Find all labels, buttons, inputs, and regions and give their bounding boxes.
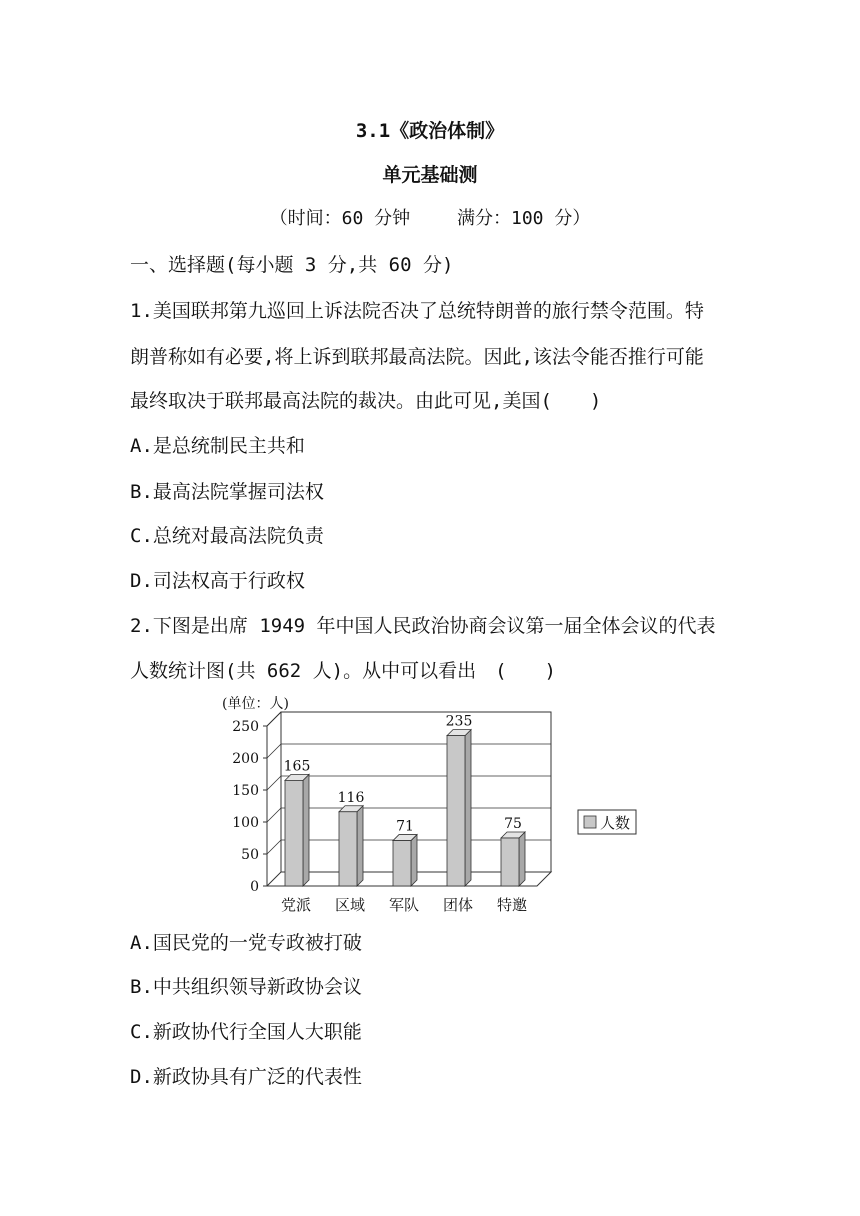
delegate-bar-chart (222, 688, 642, 916)
q1-stem-line-2: 朗普称如有必要,将上诉到联邦最高法院。因此,该法令能否推行可能 (130, 346, 704, 368)
x-tick-label: 团体 (442, 896, 474, 914)
y-tick-label: 200 (232, 751, 259, 767)
bar-side (357, 806, 363, 886)
x-tick-label: 军队 (388, 896, 420, 914)
bar-side (519, 832, 525, 886)
q1-option-d: D.司法权高于行政权 (130, 570, 305, 592)
gridline-slant (267, 840, 281, 854)
bar-value-label: 71 (396, 818, 414, 835)
legend-swatch (584, 816, 596, 828)
y-tick-label: 150 (232, 783, 259, 799)
x-tick-label: 党派 (280, 896, 312, 914)
bar (339, 812, 357, 886)
document-subtitle: 单元基础测 (382, 164, 478, 186)
q2-option-a: A.国民党的一党专政被打破 (130, 932, 362, 954)
unit-label: (单位：人) (222, 696, 289, 712)
q2-stem-line-1: 2.下图是出席 1949 年中国人民政治协商会议第一届全体会议的代表 (130, 615, 716, 637)
q2-stem-line-2: 人数统计图(共 662 人)。从中可以看出 ( ) (130, 660, 556, 682)
bar-side (411, 835, 417, 886)
chart-svg (222, 688, 642, 916)
document-title: 3.1《政治体制》 (355, 120, 505, 142)
bar-side (303, 774, 309, 886)
q1-option-a: A.是总统制民主共和 (130, 435, 305, 457)
y-tick-label: 100 (232, 815, 259, 831)
gridline-slant (267, 712, 281, 726)
q1-option-c: C.总统对最高法院负责 (130, 525, 324, 547)
gridline-slant (267, 744, 281, 758)
y-tick-label: 0 (250, 879, 259, 895)
bar-value-label: 235 (445, 713, 473, 730)
q2-option-d: D.新政协具有广泛的代表性 (130, 1066, 362, 1088)
section-heading: 一、选择题(每小题 3 分,共 60 分) (130, 254, 454, 276)
legend-label: 人数 (600, 814, 631, 832)
x-tick-label: 区域 (334, 896, 366, 914)
bar-value-label: 165 (283, 758, 311, 775)
bar (393, 841, 411, 886)
exam-meta: （时间：60 分钟 满分：100 分） (269, 208, 591, 229)
q1-stem-line-3: 最终取决于联邦最高法院的裁决。由此可见,美国( ) (130, 390, 602, 412)
x-tick-label: 特邀 (496, 896, 528, 914)
bar-value-label: 75 (504, 816, 522, 832)
bar (501, 838, 519, 886)
q2-option-c: C.新政协代行全国人大职能 (130, 1021, 362, 1043)
q2-option-b: B.中共组织领导新政协会议 (130, 976, 362, 998)
bar (285, 780, 303, 886)
bar-side (465, 730, 471, 886)
y-tick-label: 250 (232, 719, 259, 735)
gridline-slant (267, 776, 281, 790)
q1-stem-line-1: 1.美国联邦第九巡回上诉法院否决了总统特朗普的旅行禁令范围。特 (130, 300, 704, 322)
q1-option-b: B.最高法院掌握司法权 (130, 481, 324, 503)
y-tick-label: 50 (241, 847, 259, 863)
gridline-slant (267, 808, 281, 822)
bar-value-label: 116 (337, 789, 365, 806)
bar (447, 736, 465, 886)
